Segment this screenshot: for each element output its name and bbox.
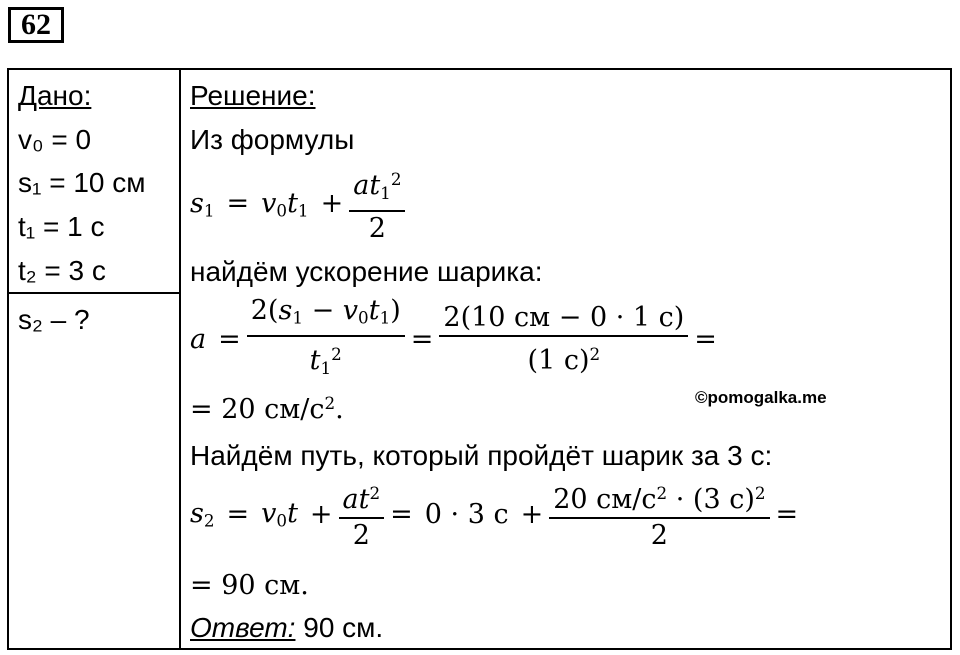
find-s2: s₂ – ?: [18, 304, 90, 335]
formula-s2: $s_2 = v_0t$ + $\frac{at^2}{2}$ = 0 · 3 с + $\frac{20 см/с^2 \cdot (3 с)^2}{2}$ =: [190, 476, 804, 553]
find-accel-text: найдём ускорение шарика:: [190, 256, 543, 287]
answer-label: Ответ:: [190, 612, 296, 643]
accel-result: = 20 $см/с^2$.: [190, 393, 344, 426]
given-v0: v₀ = 0: [18, 124, 92, 155]
given-s1: s₁ = 10 см: [18, 167, 146, 198]
formula-s1: $s_1 = v_0t_1$ + $\frac{at_1^2}{2}$: [190, 162, 405, 246]
given-header: Дано:: [18, 80, 92, 111]
watermark: ©pomogalka.me: [695, 388, 827, 407]
from-formula-text: Из формулы: [190, 124, 355, 155]
given-t2: t₂ = 3 с: [18, 255, 106, 286]
answer-line: [190, 612, 383, 644]
solution-column: [181, 70, 950, 648]
formula-accel: a = $\frac{2(s_1 - v_0t_1)}{t_1^2}$ = $\frac{2(10 см - 0 \cdot 1 с)}{(1 с)^2}$ =: [190, 295, 717, 378]
problem-number: 62: [8, 7, 64, 43]
solution-table: [7, 68, 952, 650]
given-section: [9, 70, 179, 294]
given-column: [9, 70, 181, 648]
answer-value: 90 см.: [295, 612, 384, 643]
given-t1: t₁ = 1 с: [18, 211, 105, 242]
solution-header: Решение:: [190, 80, 316, 111]
path-result: = 90 см.: [190, 570, 309, 601]
find-path-text: Найдём путь, который пройдёт шарик за 3 с:: [190, 440, 773, 471]
